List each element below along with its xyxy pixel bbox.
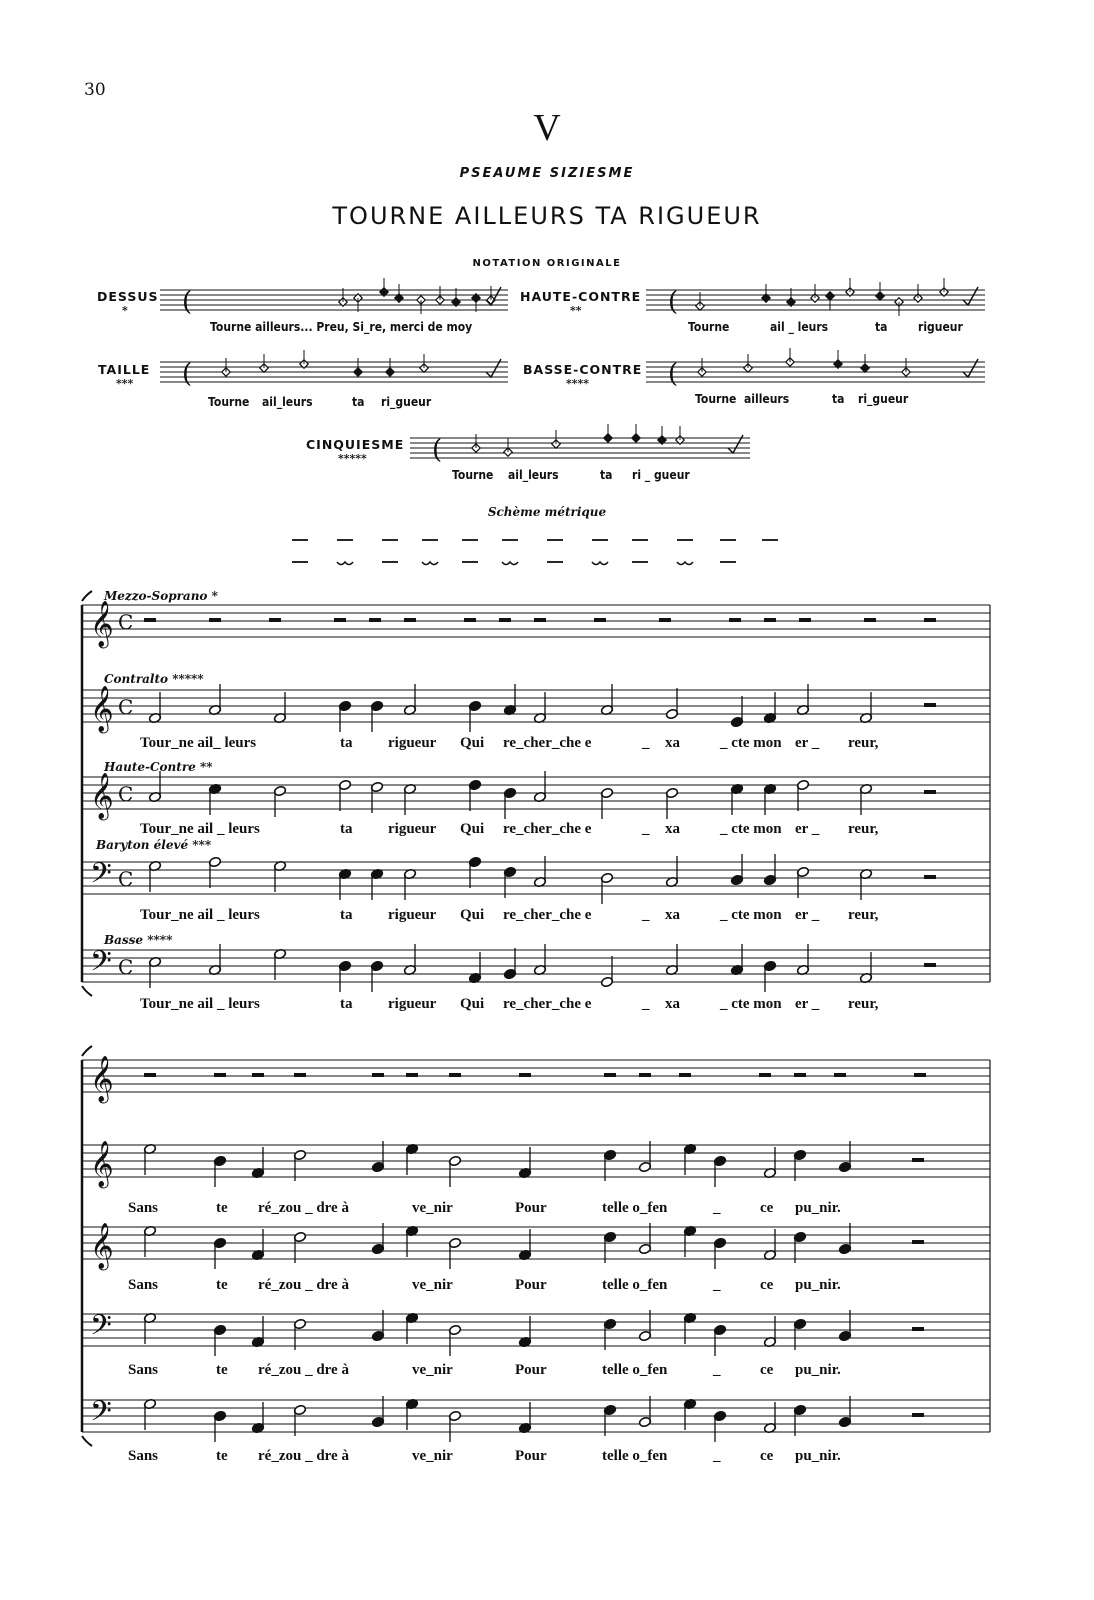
lyric-system2: pu_nir.: [795, 1277, 841, 1293]
lyric-system2: _: [713, 1362, 721, 1378]
instrument-contralto: Contralto *****: [104, 672, 204, 686]
rest: [334, 618, 346, 622]
piece-title: TOURNE AILLEURS TA RIGUEUR: [332, 202, 762, 230]
c-time-mark: (: [432, 435, 443, 465]
common-time: C: [118, 955, 134, 979]
lyric-system1: Tour_ne ail_ leurs: [140, 735, 257, 751]
orig-lyric: Tourne: [695, 392, 737, 406]
system-bracket-bottom: [82, 986, 92, 996]
rest: [799, 618, 811, 622]
lyric-system1: reur,: [848, 996, 879, 1012]
lyric-system2: Sans: [128, 1277, 159, 1293]
metric-short: [337, 562, 353, 565]
lyric-system2: te: [216, 1277, 228, 1293]
lyric-system2: ré_zou _ dre à: [258, 1362, 349, 1378]
lyric-system2: Pour: [515, 1277, 547, 1293]
orig-lyric: rigueur: [918, 320, 963, 334]
voice-stars-taille: ***: [116, 377, 134, 390]
metric-short: [592, 562, 608, 565]
rest: [924, 963, 936, 967]
orig-lyric: Tourne: [208, 395, 250, 409]
lyric-system1: _ cte mon: [720, 735, 782, 751]
lyric-system1: reur,: [848, 821, 879, 837]
lyric-system1: Tour_ne ail _ leurs: [140, 821, 260, 837]
c-time-mark: (: [182, 287, 193, 317]
common-time: C: [118, 782, 134, 806]
lyric-system1: Tour_ne ail _ leurs: [140, 996, 260, 1012]
lyric-system1: ta: [340, 735, 353, 751]
lyric-system1: re_cher_che e: [503, 735, 592, 751]
metric-short: [677, 562, 693, 565]
orig-lyric: ail_leurs: [508, 468, 559, 482]
rest: [209, 618, 221, 622]
lyric-system1: rigueur: [388, 996, 437, 1012]
lyric-system1: _: [642, 821, 650, 837]
treble-clef: 𝄞: [90, 773, 114, 819]
piece-number: V: [533, 107, 561, 149]
metric-short: [502, 562, 518, 565]
instrument-mezzo: Mezzo-Soprano *: [104, 589, 218, 603]
lyric-system2: Sans: [128, 1362, 159, 1378]
lyric-system1: er _: [795, 907, 820, 923]
rest: [764, 618, 776, 622]
lyric-system2: ve_nir: [412, 1200, 453, 1216]
lyric-system2: ré_zou _ dre à: [258, 1448, 349, 1464]
voice-stars-dessus: *: [122, 304, 128, 317]
notation-heading: NOTATION ORIGINALE: [472, 258, 622, 269]
orig-lyric: ta: [352, 395, 365, 409]
lyric-system2: ve_nir: [412, 1277, 453, 1293]
rest: [369, 618, 381, 622]
rest: [404, 618, 416, 622]
bass-clef: 𝄢: [90, 1309, 112, 1349]
lyric-system2: _: [713, 1448, 721, 1464]
rest: [639, 1073, 651, 1077]
lyric-system2: ve_nir: [412, 1448, 453, 1464]
rest: [406, 1073, 418, 1077]
voice-stars-haute-contre: **: [570, 304, 582, 317]
page-number: 30: [84, 80, 106, 100]
lyric-system1: er _: [795, 821, 820, 837]
voice-label-dessus: DESSUS: [97, 289, 159, 304]
lyric-system2: Sans: [128, 1200, 159, 1216]
lyric-system2: pu_nir.: [795, 1200, 841, 1216]
rest: [534, 618, 546, 622]
lyric-system2: ce: [760, 1362, 774, 1378]
lyric-system1: xa: [665, 735, 680, 751]
rest: [924, 703, 936, 707]
orig-lyric: ta: [875, 320, 888, 334]
lyric-system1: rigueur: [388, 907, 437, 923]
lyric-system2: ré_zou _ dre à: [258, 1277, 349, 1293]
bass-clef: 𝄢: [90, 857, 112, 897]
rest: [924, 790, 936, 794]
lyric-system2: pu_nir.: [795, 1448, 841, 1464]
lyric-system2: Pour: [515, 1448, 547, 1464]
lyric-system2: pu_nir.: [795, 1362, 841, 1378]
rest: [759, 1073, 771, 1077]
common-time: C: [118, 695, 134, 719]
rest: [372, 1073, 384, 1077]
system-bracket-top: [82, 1046, 92, 1056]
lyric-system1: Qui: [460, 907, 485, 923]
lyric-system1: rigueur: [388, 821, 437, 837]
lyric-system2: te: [216, 1362, 228, 1378]
orig-lyric: ailleurs: [744, 392, 790, 406]
instrument-baryton: Baryton élevé ***: [96, 838, 212, 852]
orig-lyric: ta: [600, 468, 613, 482]
metric-short: [422, 562, 438, 565]
voice-label-taille: TAILLE: [98, 362, 151, 377]
lyric-system2: ré_zou _ dre à: [258, 1200, 349, 1216]
lyric-system1: er _: [795, 735, 820, 751]
lyric-system1: re_cher_che e: [503, 821, 592, 837]
orig-lyric: ri_gueur: [381, 395, 432, 409]
lyric-system1: _ cte mon: [720, 821, 782, 837]
lyric-system2: ce: [760, 1448, 774, 1464]
rest: [794, 1073, 806, 1077]
lyric-system2: ve_nir: [412, 1362, 453, 1378]
lyric-system2: Pour: [515, 1200, 547, 1216]
lyric-system2: _: [713, 1277, 721, 1293]
voice-label-basse-contre: BASSE-CONTRE: [523, 362, 643, 377]
lyric-system1: Qui: [460, 996, 485, 1012]
rest: [924, 875, 936, 879]
instrument-haute-contre: Haute-Contre **: [104, 760, 213, 774]
c-time-mark: (: [668, 359, 679, 389]
orig-lyric: ail _ leurs: [770, 320, 829, 334]
lyric-system2: Sans: [128, 1448, 159, 1464]
lyric-system1: re_cher_che e: [503, 907, 592, 923]
rest: [834, 1073, 846, 1077]
system-bracket-bottom: [82, 1436, 92, 1446]
lyric-system1: xa: [665, 996, 680, 1012]
rest: [912, 1158, 924, 1162]
c-time-mark: (: [182, 359, 193, 389]
lyric-system1: ta: [340, 996, 353, 1012]
lyric-system1: _ cte mon: [720, 907, 782, 923]
lyric-system1: er _: [795, 996, 820, 1012]
lyric-system1: _: [642, 735, 650, 751]
bass-clef: 𝄢: [90, 1395, 112, 1435]
orig-lyric: ri _ gueur: [632, 468, 690, 482]
orig-lyric: ri_gueur: [858, 392, 909, 406]
lyric-system2: telle o_fen: [602, 1277, 668, 1293]
rest: [659, 618, 671, 622]
lyric-system1: Tour_ne ail _ leurs: [140, 907, 260, 923]
lyric-system1: _: [642, 907, 650, 923]
lyric-system2: te: [216, 1200, 228, 1216]
system-bracket-top: [82, 591, 92, 601]
lyric-system2: _: [713, 1200, 721, 1216]
rest: [604, 1073, 616, 1077]
rest: [144, 618, 156, 622]
orig-lyric: ail_leurs: [262, 395, 313, 409]
rest: [269, 618, 281, 622]
lyric-system1: reur,: [848, 907, 879, 923]
treble-clef: 𝄞: [90, 686, 114, 732]
rest: [144, 1073, 156, 1077]
lyric-system1: _ cte mon: [720, 996, 782, 1012]
treble-clef: 𝄞: [90, 1223, 114, 1269]
c-time-mark: (: [668, 287, 679, 317]
rest: [679, 1073, 691, 1077]
lyric-system2: telle o_fen: [602, 1448, 668, 1464]
lyric-system1: reur,: [848, 735, 879, 751]
lyric-system2: ce: [760, 1200, 774, 1216]
rest: [464, 618, 476, 622]
orig-lyrics-dessus: Tourne ailleurs... Preu, Si_re, merci de moy: [210, 320, 473, 334]
lyric-system2: telle o_fen: [602, 1362, 668, 1378]
orig-lyric: ta: [832, 392, 845, 406]
bass-clef: 𝄢: [90, 945, 112, 985]
lyric-system1: ta: [340, 821, 353, 837]
lyric-system1: Qui: [460, 821, 485, 837]
rest: [912, 1240, 924, 1244]
psalm-subtitle: PSEAUME SIZIESME: [459, 166, 635, 181]
lyric-system1: re_cher_che e: [503, 996, 592, 1012]
rest: [594, 618, 606, 622]
lyric-system1: xa: [665, 907, 680, 923]
voice-stars-cinquiesme: *****: [338, 452, 367, 465]
rest: [864, 618, 876, 622]
metric-scheme-label: Schème métrique: [487, 505, 607, 519]
common-time: C: [118, 610, 134, 634]
rest: [914, 1073, 926, 1077]
lyric-system1: Qui: [460, 735, 485, 751]
rest: [912, 1413, 924, 1417]
rest: [294, 1073, 306, 1077]
orig-lyric: Tourne: [688, 320, 730, 334]
rest: [214, 1073, 226, 1077]
lyric-system2: telle o_fen: [602, 1200, 668, 1216]
treble-clef: 𝄞: [90, 1141, 114, 1187]
lyric-system2: Pour: [515, 1362, 547, 1378]
treble-clef: 𝄞: [90, 1056, 114, 1102]
orig-lyric: Tourne: [452, 468, 494, 482]
lyric-system1: ta: [340, 907, 353, 923]
lyric-system2: te: [216, 1448, 228, 1464]
rest: [449, 1073, 461, 1077]
instrument-basse: Basse ****: [104, 933, 173, 947]
rest: [729, 618, 741, 622]
lyric-system2: ce: [760, 1277, 774, 1293]
lyric-system1: _: [642, 996, 650, 1012]
lyric-system1: rigueur: [388, 735, 437, 751]
treble-clef: 𝄞: [90, 601, 114, 647]
voice-stars-basse-contre: ****: [566, 377, 590, 390]
rest: [499, 618, 511, 622]
rest: [519, 1073, 531, 1077]
lyric-system1: xa: [665, 821, 680, 837]
voice-label-cinquiesme: CINQUIESME: [306, 437, 405, 452]
rest: [912, 1327, 924, 1331]
rest: [252, 1073, 264, 1077]
rest: [924, 618, 936, 622]
common-time: C: [118, 867, 134, 891]
voice-label-haute-contre: HAUTE-CONTRE: [520, 289, 642, 304]
